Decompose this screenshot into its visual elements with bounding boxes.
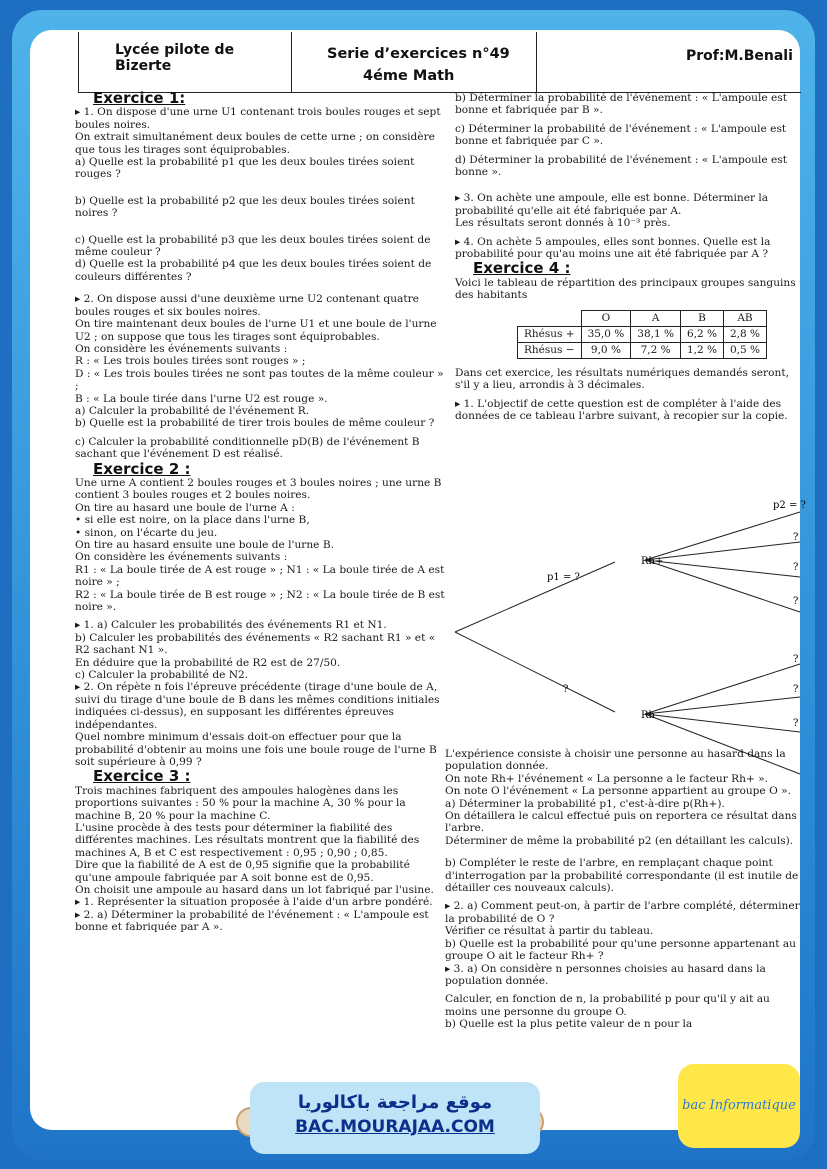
ex4-line: Déterminer de même la probabilité p2 (en détaillant les calculs). xyxy=(445,834,794,847)
table-cell: Rhésus − xyxy=(518,342,582,358)
table-cell: 2,8 % xyxy=(723,326,766,342)
ex2-line: On tire au hasard ensuite une boule de l'urne B. xyxy=(75,539,334,551)
right-column xyxy=(455,92,805,422)
branch-rhplus-4 xyxy=(645,560,800,612)
tree-unknown: ? xyxy=(793,654,799,665)
tree-unknown: ? xyxy=(563,684,569,695)
ex2-line: R2 : « La boule tirée de B est rouge » ; N2 : « La boule tirée de B est noire ». xyxy=(75,588,445,614)
ex2-line: On tire au hasard une boule de l'urne A : xyxy=(75,501,295,514)
ex4-line: L'expérience consiste à choisir une personne au hasard dans la population donnée. xyxy=(445,748,786,773)
ex2-line: c) Calculer la probabilité de N2. xyxy=(75,669,249,682)
branch-rhplus-2 xyxy=(645,542,800,560)
tree-unknown: ? xyxy=(793,596,799,607)
ex4-line: On note Rh+ l'événement « La personne a le facteur Rh+ ». xyxy=(445,772,769,785)
table-header-cell: B xyxy=(680,310,723,326)
ex4-line: ▸ 2. a) Comment peut-on, à partir de l'arbre complété, déterminer la probabilité de O ? xyxy=(445,900,800,925)
blood-group-table xyxy=(517,310,767,359)
ex2-line: Une urne A contient 2 boules rouges et 3 boules noires ; une urne B contient 3 boules rouges et 2 boules noires. xyxy=(75,476,442,502)
watermark-link[interactable]: BAC.MOURAJAA.COM xyxy=(295,1117,495,1137)
ex4-line: b) Compléter le reste de l'arbre, en remplaçant chaque point d'interrogation par la probabilité correspondante (il est inutile de détailler ces nouveaux calculs). xyxy=(445,857,799,895)
ex2-line: ▸ 1. a) Calculer les probabilités des événements R1 et N1. xyxy=(75,619,387,632)
branch-rhminus-2 xyxy=(645,697,800,714)
ex1-line: c) Calculer la probabilité conditionnelle pD(B) de l'événement B sachant que l'événement D est réalisé. xyxy=(75,435,420,461)
ex3-continued-line: d) Déterminer la probabilité de l'événement : « L'ampoule est bonne ». xyxy=(455,153,787,179)
table-cell: 7,2 % xyxy=(631,342,681,358)
ex3-continued-line: ▸ 3. On achète une ampoule, elle est bonne. Déterminer la probabilité qu'elle ait été fabriquée par A. xyxy=(455,192,769,217)
ex2-line: En déduire que la probabilité de R2 est de 27/50. xyxy=(75,656,341,669)
table-cell: 9,0 % xyxy=(581,342,631,358)
branch-root-rhminus xyxy=(455,632,615,712)
ex4-after-table: Dans cet exercice, les résultats numériques demandés seront, s'il y a lieu, arrondis à 3 décimales. xyxy=(455,366,789,392)
ex2-line: • sinon, on l'écarte du jeu. xyxy=(75,526,218,539)
tree-branches xyxy=(455,512,800,774)
table-header-cell: AB xyxy=(723,310,766,326)
table-cell: 38,1 % xyxy=(631,326,681,342)
table-header-cell: A xyxy=(631,310,681,326)
table-header-row xyxy=(518,310,767,326)
branch-rhminus-1 xyxy=(645,664,800,714)
ex4-line: On note O l'événement « La personne appartient au groupe O ». xyxy=(445,785,791,798)
tree-node-rhplus: Rh+ xyxy=(641,556,664,567)
ex3-continued-line: Les résultats seront donnés à 10⁻³ près. xyxy=(455,217,671,230)
watermark-arabic: موقع مراجعة باكالوريا xyxy=(297,1092,493,1113)
table-cell: 35,0 % xyxy=(581,326,631,342)
ex4-line: Calculer, en fonction de n, la probabilité p pour qu'il y ait au moins une personne du groupe O. xyxy=(445,993,770,1018)
ex1-line: a) Calculer la probabilité de l'événement R. xyxy=(75,404,310,417)
watermark-banner[interactable] xyxy=(250,1082,540,1154)
ex1-line: On tire maintenant deux boules de l'urne U1 et une boule de l'urne U2 ; on suppose que tous les tirages sont équiprobables. xyxy=(75,318,437,343)
ex4-line: ▸ 3. a) On considère n personnes choisies au hasard dans la population donnée. xyxy=(445,962,766,987)
branch-rhplus-1 xyxy=(645,512,800,560)
ex2-line: • si elle est noire, on la place dans l'urne B, xyxy=(75,514,310,527)
ex3-continued-line: ▸ 4. On achète 5 ampoules, elles sont bonnes. Quelle est la probabilité pour qu'au moins une ait été fabriquée par A ? xyxy=(455,235,771,261)
ex1-line: ▸ 1. On dispose d'une urne U1 contenant trois boules rouges et sept boules noires. xyxy=(75,106,441,131)
table-cell: 6,2 % xyxy=(680,326,723,342)
tree-label-p1: p1 = ? xyxy=(547,572,580,583)
ex4-question1: ▸ 1. L'objectif de cette question est de compléter à l'aide des données de ce tableau l'arbre suivant, à recopier sur la copie. xyxy=(455,397,788,422)
ex1-line: b) Quelle est la probabilité p2 que les deux boules tirées soient noires ? xyxy=(75,194,415,220)
ex3-line: ▸ 2. a) Déterminer la probabilité de l'événement : « L'ampoule est bonne et fabriquée par A ». xyxy=(75,908,429,934)
header-prof-cell xyxy=(536,32,801,92)
branch-rhplus-3 xyxy=(645,560,800,577)
branch-root-rhplus xyxy=(455,562,615,632)
probability-tree xyxy=(455,492,806,792)
ex1-line: a) Quelle est la probabilité p1 que les deux boules tirées soient rouges ? xyxy=(75,156,415,181)
prof-name: Prof:M.Benali xyxy=(686,48,793,64)
tree-unknown: ? xyxy=(793,718,799,729)
table-header-cell: O xyxy=(581,310,631,326)
tree-label-p2: p2 = ? xyxy=(773,500,806,511)
ex1-line: b) Quelle est la probabilité de tirer trois boules de même couleur ? xyxy=(75,417,435,430)
ex4-line: a) Déterminer la probabilité p1, c'est-à-dire p(Rh+). xyxy=(445,797,725,810)
header-series-cell xyxy=(291,32,537,92)
exercise-sheet xyxy=(30,30,806,1130)
ex1-line: D : « Les trois boules tirées ne sont pas toutes de la même couleur » ; xyxy=(75,367,444,393)
table-row xyxy=(518,342,767,358)
ex3-line: On choisit une ampoule au hasard dans un lot fabriqué par l'usine. xyxy=(75,883,434,896)
ex1-line: On considère les événements suivants : xyxy=(75,342,288,355)
ex3-line: Trois machines fabriquent des ampoules halogènes dans les proportions suivantes : 50 % pour la machine A, 30 % pour la machine B, 20 % pour la machine C. xyxy=(75,784,406,822)
right-column-bottom xyxy=(445,748,800,1031)
ex4-intro: Voici le tableau de répartition des principaux groupes sanguins des habitants xyxy=(455,276,796,302)
header-table xyxy=(78,32,801,93)
exercise2-title: Exercice 2 : xyxy=(93,459,191,478)
ex1-line: R : « Les trois boules tirées sont rouges » ; xyxy=(75,355,306,368)
series-title: Serie d’exercices n°49 xyxy=(327,46,510,62)
ex4-line: b) Quelle est la plus petite valeur de n pour la xyxy=(445,1018,693,1031)
tree-unknown: ? xyxy=(793,532,799,543)
ex1-line: ▸ 2. On dispose aussi d'une deuxième urne U2 contenant quatre boules rouges et six boules noires. xyxy=(75,293,419,318)
school-name: Lycée pilote de Bizerte xyxy=(115,42,235,74)
ex2-line: R1 : « La boule tirée de A est rouge » ; N1 : « La boule tirée de A est noire » ; xyxy=(75,563,445,589)
ex2-line: Quel nombre minimum d'essais doit-on effectuer pour que la probabilité d'obtenir au moins une fois une boule rouge de l'urne B soit supérieure à 0,99 ? xyxy=(75,731,437,768)
ex4-line: Vérifier ce résultat à partir du tableau. xyxy=(445,925,654,938)
exercise4-title: Exercice 4 : xyxy=(473,259,571,278)
tree-node-rhminus: Rh xyxy=(641,710,655,721)
ex4-line: On détaillera le calcul effectué puis on reportera ce résultat dans l'arbre. xyxy=(445,810,797,835)
level-label: 4éme Math xyxy=(363,68,455,84)
table-cell: Rhésus + xyxy=(518,326,582,342)
ex3-line: L'usine procède à des tests pour déterminer la fiabilité des différentes machines. Les résultats montrent que la fiabilité des machines A, B et C est respectivement : 0,95 ; 0,90 ; 0,85. xyxy=(75,821,420,859)
ex1-line: On extrait simultanément deux boules de cette urne ; on considère que tous les tirages sont équiprobables. xyxy=(75,131,435,156)
exercise1-title: Exercice 1: xyxy=(93,89,186,107)
ex1-line: c) Quelle est la probabilité p3 que les deux boules tirées soient de même couleur ? xyxy=(75,233,431,259)
ex2-line: ▸ 2. On répète n fois l'épreuve précédente (tirage d'une boule de A, suivi du tirage d'une boule de B dans les mêmes conditions initiales indiquées ci-dessus), en supposant les différentes épreuves indépendantes. xyxy=(75,681,440,731)
ex1-line: B : « La boule tirée dans l'urne U2 est rouge ». xyxy=(75,392,328,405)
tree-unknown: ? xyxy=(793,562,799,573)
tree-unknown: ? xyxy=(793,684,799,695)
ex2-line: On considère les événements suivants : xyxy=(75,551,288,564)
left-column xyxy=(75,90,447,934)
ex3-line: Dire que la fiabilité de A est de 0,95 signifie que la probabilité qu'une ampoule fabriquée par A soit bonne est de 0,95. xyxy=(75,859,410,884)
bac-informatique-badge: bac Informatique xyxy=(678,1064,800,1148)
ex3-line: ▸ 1. Représenter la situation proposée à l'aide d'un arbre pondéré. xyxy=(75,896,433,909)
ex2-line: b) Calculer les probabilités des événements « R2 sachant R1 » et « R2 sachant N1 ». xyxy=(75,631,436,657)
ex4-line: b) Quelle est la probabilité pour qu'une personne appartenant au groupe O ait le facteur Rh+ ? xyxy=(445,937,796,963)
ex3-continued-line: c) Déterminer la probabilité de l'événement : « L'ampoule est bonne et fabriquée par C ». xyxy=(455,122,787,148)
ex3-continued-line: b) Déterminer la probabilité de l'événement : « L'ampoule est bonne et fabriquée par B ». xyxy=(455,92,787,117)
table-cell: 0,5 % xyxy=(723,342,766,358)
ex1-line: d) Quelle est la probabilité p4 que les deux boules tirées soient de couleurs différentes ? xyxy=(75,258,432,283)
table-row xyxy=(518,326,767,342)
table-header-cell xyxy=(518,310,582,326)
table-cell: 1,2 % xyxy=(680,342,723,358)
header-school-cell xyxy=(79,32,292,92)
exercise3-title: Exercice 3 : xyxy=(93,767,191,786)
